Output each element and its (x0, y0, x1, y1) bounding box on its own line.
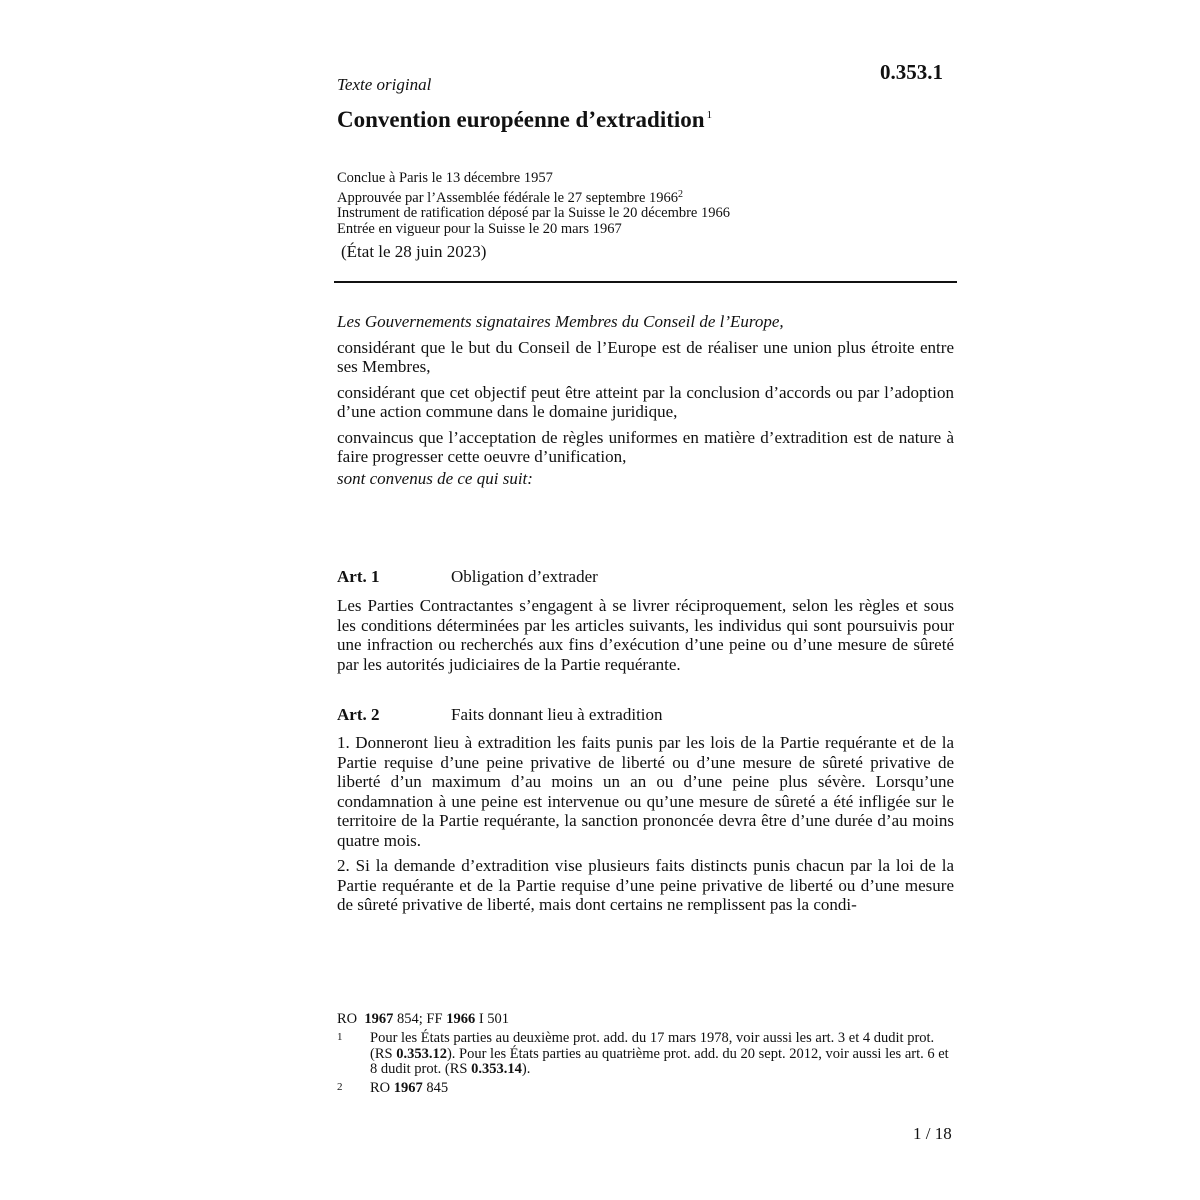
preamble-intro: Les Gouvernements signataires Membres du Conseil de l’Europe, (337, 312, 784, 331)
preamble-outro: sont convenus de ce qui suit: (337, 468, 533, 488)
ratification-date: Instrument de ratification déposé par la Suisse le 20 décembre 1966 (337, 205, 730, 221)
preamble-considerant-1: considérant que le but du Conseil de l’Europe est de réaliser une union plus étroite entre ses Membres, (337, 337, 954, 376)
footnote-1-rs-link-2[interactable]: 0.353.14 (471, 1061, 522, 1077)
page-number: 1 / 18 (913, 1124, 952, 1143)
approved-footnote-link[interactable]: 2 (678, 188, 684, 200)
footnote-1-text: Pour les États parties au deuxième prot. add. du 17 mars 1978, voir aussi les art. 3 et 4 dudit prot. (RS 0.353.12). Pour les États parties au quatrième prot. add. du 20 sept. 2012, voir aussi les art. 6 et 8 dudit prot. (RS 0.353.14). (370, 1030, 949, 1077)
concluded-date: Conclue à Paris le 13 décembre 1957 (337, 170, 553, 186)
preamble (337, 312, 954, 494)
preamble-convaincus: convaincus que l’acceptation de règles uniformes en matière d’extradition est de nature à faire progresser cette oeuvre d’unification, (337, 427, 954, 466)
article-2-number: Art. 2 (337, 705, 380, 724)
footnote-1 (337, 1031, 954, 1078)
article-2-title: Faits donnant lieu à extradition (451, 705, 663, 724)
status-date: (État le 28 juin 2023) (341, 242, 487, 261)
entry-into-force-date: Entrée en vigueur pour la Suisse le 20 mars 1967 (337, 220, 622, 237)
article-1-paragraph: Les Parties Contractantes s’engagent à se livrer réciproquement, selon les règles et sous les conditions déterminées par les articles suivants, les individus qui sont poursuivis pour une infraction ou recherchés aux fins d’exécution d’une peine ou d’une mesure de sûreté par les autorités judiciaires de la Partie requérante. (337, 596, 954, 674)
preamble-considerant-2: considérant que cet objectif peut être atteint par la conclusion d’accords ou par l’adoption d’une action commune dans le domaine juridique, (337, 382, 954, 421)
article-2-body (337, 733, 954, 921)
article-2-paragraph-2: 2. Si la demande d’extradition vise plusieurs faits distincts punis chacun par la loi de la Partie requérante et de la Partie requise d’une peine privative de liberté ou d’une mesure de sûreté privative de liberté, mais dont certains ne remplissent pas la condi- (337, 856, 954, 914)
article-1-number: Art. 1 (337, 567, 380, 586)
footnote-1-rs-link-1[interactable]: 0.353.12 (396, 1045, 447, 1062)
document-title (337, 107, 712, 133)
article-2-heading (337, 705, 663, 725)
approved-date: Approuvée par l’Assemblée fédérale le 27 septembre 1966$^2$ (337, 188, 684, 206)
document-metadata (337, 171, 730, 237)
footnote-2-mark: 2 (337, 1081, 343, 1093)
article-1-body (337, 596, 954, 680)
footnote-2 (337, 1081, 954, 1097)
article-1-title: Obligation d’extrader (451, 567, 598, 586)
sr-number: 0.353.1 (880, 60, 943, 84)
title-footnote-link[interactable]: 1 (706, 109, 713, 121)
title-text: Convention européenne d’extradition (337, 107, 705, 132)
article-1-heading (337, 567, 598, 587)
footnote-1-mark: 1 (337, 1031, 343, 1043)
footnote-source: RO 1967 854; FF 1966 I 501 (337, 1011, 510, 1027)
footnote-2-text: RO 1967 845 (370, 1080, 449, 1096)
article-2-paragraph-1: 1. Donneront lieu à extradition les faits punis par les lois de la Partie requérante et de la Partie requise d’une peine privative de liberté ou d’une mesure de sûreté privative de liberté d’un maximum d’au moins un an ou d’une peine plus sévère. Lorsqu’une condamnation à une peine est intervenue ou qu’une mesure de sûreté a été infligée sur le territoire de la Partie requérante, la sanction prononcée devra être d’une durée d’au moins quatre mois. (337, 733, 954, 850)
header-divider (334, 281, 957, 283)
original-text-label: Texte original (337, 75, 432, 94)
